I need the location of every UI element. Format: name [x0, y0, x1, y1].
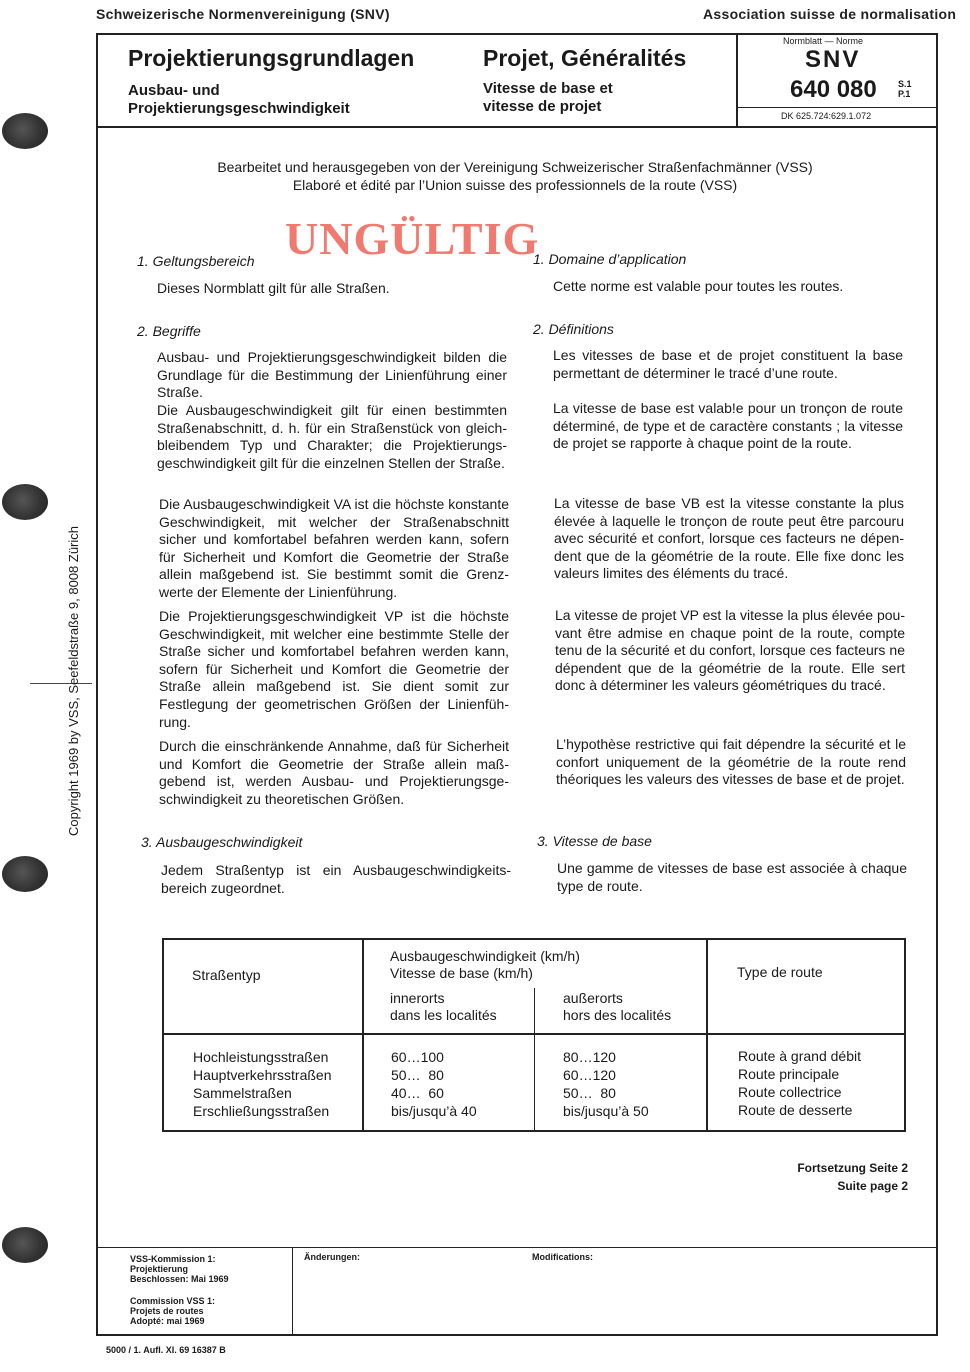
dk-number: DK 625.724:629.1.072	[781, 111, 872, 121]
table-cell-outer: 80…120	[563, 1049, 616, 1065]
table-cell-outer: 50… 80	[563, 1085, 616, 1101]
section-2-para-5-de: Durch die einschränkende Annahme, daß für Sicherheit und Komfort die Geometrie der Straße allein maßgebend ist, werden Ausbau- und Projektierungsgeschwindigkeit zu theoretischen Größen.	[159, 738, 509, 807]
continuation-fr: Suite page 2	[837, 1179, 908, 1193]
subtitle-de-2: Projektierungsgeschwindigkeit	[128, 100, 350, 117]
table-cell-type: Route principale	[738, 1066, 840, 1082]
header-dk-divider	[736, 107, 938, 108]
table-header-type: Type de route	[737, 964, 823, 980]
subtitle-fr-1: Vitesse de base et	[483, 80, 613, 97]
continuation-de: Fortsetzung Seite 2	[797, 1161, 908, 1175]
table-cell-typ: Sammelstraßen	[193, 1085, 292, 1101]
commission-fr-3: Adopté: mai 1969	[130, 1316, 205, 1326]
title-fr: Projet, Généralités	[483, 45, 687, 71]
table-cell-inner: 40… 60	[391, 1085, 444, 1101]
section-3-title-de: 3. Ausbaugeschwindigkeit	[141, 834, 303, 850]
section-2-para-1-de: Ausbau- und Projektierungsgeschwindigkeit bilden die Grundlage für die Bestimmung der Linienführung einer Straße.	[157, 349, 507, 401]
page-s: S.1	[898, 79, 912, 89]
table-header-inner-fr: dans les localités	[390, 1007, 497, 1023]
table-header-speed-de: Ausbaugeschwindigkeit (km/h)	[390, 948, 580, 964]
section-2-para-5-fr: L’hypothèse restrictive qui fait dépendre la sécurité et le confort uniquement de la géométrie de la route rend théoriques les valeurs des vitesses de base et de projet.	[556, 736, 906, 788]
bottom-divider	[96, 1247, 938, 1248]
table-cell-outer: bis/jusqu’à 50	[563, 1103, 649, 1119]
table-cell-inner: bis/jusqu’à 40	[391, 1103, 477, 1119]
table-cell-type: Route de desserte	[738, 1102, 853, 1118]
commission-fr-2: Projets de routes	[130, 1306, 204, 1316]
table-header-outer-de: außerorts	[563, 990, 623, 1006]
table-cell-typ: Erschließungsstraßen	[193, 1103, 330, 1119]
section-1-text-de: Dieses Normblatt gilt für alle Straßen.	[157, 280, 390, 296]
table-cell-outer: 60…120	[563, 1067, 616, 1083]
table-vline	[706, 938, 708, 1132]
punch-hole	[2, 856, 48, 892]
punch-hole	[2, 484, 48, 520]
bottom-vline	[292, 1247, 293, 1336]
table-cell-typ: Hochleistungsstraßen	[193, 1049, 329, 1065]
commission-fr-1: Commission VSS 1:	[130, 1296, 216, 1306]
table-cell-type: Route collectrice	[738, 1084, 842, 1100]
changes-label: Änderungen:	[304, 1252, 360, 1262]
organization-de: Schweizerische Normenvereinigung (SNV)	[96, 6, 390, 22]
fold-mark	[30, 683, 92, 684]
organization-fr: Association suisse de normalisation	[703, 6, 957, 22]
table-header-inner-de: innerorts	[390, 990, 445, 1006]
table-cell-typ: Hauptverkehrsstraßen	[193, 1067, 332, 1083]
section-2-para-3-fr: La vitesse de base VB est la vitesse constante la plus élevée à laquelle le tronçon de route peut être parcouru avec sécurité et confort, lorsque ces facteurs ne dépendent que de la géométrie de la route. Elle fixe donc les valeurs limites des éléments du tracé.	[554, 495, 904, 582]
section-2-para-2-fr: La vitesse de base est valab!e pour un tronçon de route déterminé, de type et de caractère constants ; la vitesse de projet se rapporte à chaque point de la route.	[553, 400, 903, 452]
section-3-text-fr: Une gamme de vitesses de base est associée à chaque type de route.	[557, 860, 907, 894]
section-1-text-fr: Cette norme est valable pour toutes les routes.	[553, 278, 844, 294]
section-1-title-de: 1. Geltungsbereich	[137, 253, 255, 269]
section-2-para-3-de: Die Ausbaugeschwindigkeit VA ist die höchste konstante Geschwindigkeit, mit welcher der Straßenabschnitt sicher und komfortabel befahren werden kann, sofern für Sicherheit und Komfort die Geometrie der Straße allein maßgebend ist. Sie bestimmt somit die Grenzwerte der Elemente der Linienführung.	[159, 496, 509, 600]
section-2-para-4-fr: La vitesse de projet VP est la vitesse la plus élevée pouvant être admise en chaque point de la route, compte tenu de la sécurité et du confort, lorsque ces facteurs ne dépendent que de la géométrie de la route. Elle sert donc à déterminer les valeurs géométriques du tracé.	[555, 607, 905, 694]
header-divider	[96, 126, 938, 128]
title-de: Projektierungsgrundlagen	[128, 45, 415, 71]
snv-mark: SNV	[805, 46, 861, 73]
table-header-outer-fr: hors des localités	[563, 1007, 672, 1023]
table-cell-type: Route à grand débit	[738, 1048, 861, 1064]
table-header-speed-fr: Vitesse de base (km/h)	[390, 965, 533, 981]
intro-de: Bearbeitet und herausgegeben von der Vereinigung Schweizerischer Straßenfachmänner (VSS)	[217, 159, 813, 175]
table-vline	[362, 938, 364, 1132]
subtitle-fr-2: vitesse de projet	[483, 98, 602, 115]
table-header-strassentyp: Straßentyp	[192, 967, 261, 983]
section-1-title-fr: 1. Domaine d’application	[533, 251, 687, 267]
page-p: P.1	[898, 89, 911, 99]
copyright-notice: Copyright 1969 by VSS, Seefeldstraße 9, 8008 Zürich	[66, 525, 81, 836]
commission-de-1: VSS-Kommission 1:	[130, 1254, 216, 1264]
modifications-label: Modifications:	[532, 1252, 593, 1262]
header-norm-divider	[736, 33, 738, 126]
intro-fr: Elaboré et édité par l’Union suisse des professionnels de la route (VSS)	[292, 177, 738, 193]
punch-hole	[2, 1227, 48, 1263]
table-cell-inner: 60…100	[391, 1049, 444, 1065]
section-2-title-de: 2. Begriffe	[137, 323, 201, 339]
print-info: 5000 / 1. Aufl. XI. 69 16387 B	[106, 1345, 226, 1355]
table-vline	[534, 988, 535, 1132]
section-2-para-1-fr: Les vitesses de base et de projet constituent la base permettant de déterminer le tracé d’une route.	[553, 347, 903, 381]
norm-number: 640 080	[790, 76, 877, 103]
commission-de-3: Beschlossen: Mai 1969	[130, 1274, 229, 1284]
section-2-para-2-de: Die Ausbaugeschwindigkeit gilt für einen bestimmten Straßenabschnitt, d. h. für ein Straßenstück von gleichbleibendem Typ und Charakter; die Projektierungsgeschwindigkeit gilt für die einzelnen Stellen der Straße.	[157, 402, 507, 471]
norm-label: Normblatt — Norme	[783, 36, 864, 46]
table-cell-inner: 50… 80	[391, 1067, 444, 1083]
section-2-para-4-de: Die Projektierungsgeschwindigkeit VP ist die höchste Geschwindigkeit, mit welcher eine bestimmte Stelle der Straße sicher und komfortabel befahren werden kann, sofern für Sicherheit und Komfort die Geometrie der Straße allein maßgebend ist. Sie dient somit zur Festlegung der geometrischen Größen der Linienführung.	[159, 608, 509, 730]
punch-hole	[2, 113, 48, 149]
section-3-text-de: Jedem Straßentyp ist ein Ausbaugeschwindigkeitsbereich zugeordnet.	[161, 862, 511, 896]
commission-de-2: Projektierung	[130, 1264, 189, 1274]
subtitle-de-1: Ausbau- und	[128, 82, 220, 99]
section-2-title-fr: 2. Définitions	[533, 321, 614, 337]
invalid-stamp: UNGÜLTIG	[285, 213, 540, 264]
table-hline	[162, 1033, 906, 1035]
section-3-title-fr: 3. Vitesse de base	[537, 833, 652, 849]
